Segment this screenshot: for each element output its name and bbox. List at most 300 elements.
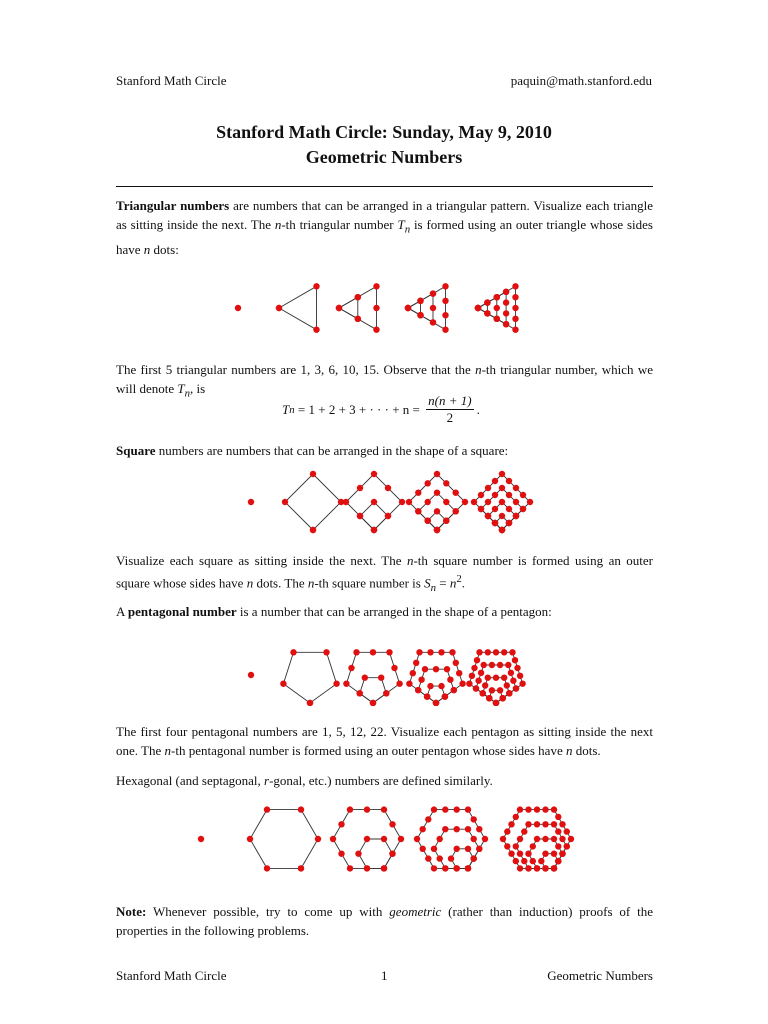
eq-end: . [476, 401, 480, 417]
dot [442, 806, 448, 812]
dot [373, 327, 379, 333]
dot [442, 865, 448, 871]
dot [517, 673, 523, 679]
dot [247, 836, 253, 842]
dot [503, 310, 509, 316]
title-line-1: Stanford Math Circle: Sunday, May 9, 2010 [216, 122, 552, 142]
eq-fraction [426, 393, 473, 426]
dot [519, 681, 525, 687]
dot [499, 485, 505, 491]
var-n: n [406, 553, 414, 568]
dot [415, 687, 421, 693]
pv-text-3: dots. [572, 743, 601, 758]
dot [503, 289, 509, 295]
dot [503, 321, 509, 327]
eq-denominator: 2 [446, 410, 454, 425]
polygon-outline [451, 849, 474, 869]
dot [442, 693, 448, 699]
dot [512, 657, 518, 663]
dot [500, 836, 506, 842]
dot [338, 851, 344, 857]
hex-text-1: Hexagonal (and septagonal, [116, 773, 265, 788]
dot [424, 693, 430, 699]
dot [430, 305, 436, 311]
dot [454, 846, 460, 852]
title-rule [116, 186, 653, 187]
dot [512, 294, 518, 300]
polygon-outline [279, 286, 317, 329]
dot [313, 327, 319, 333]
sq-text-5: = [436, 575, 450, 591]
dot [542, 865, 548, 871]
dot [534, 806, 540, 812]
dot [343, 499, 349, 505]
figure-5-gon-4 [406, 649, 466, 706]
polygon-outline [481, 488, 523, 530]
dot [501, 649, 507, 655]
dot [415, 508, 421, 514]
sq-text-3: dots. The [253, 575, 308, 591]
dot [492, 520, 498, 526]
dot [465, 826, 471, 832]
dot [482, 836, 488, 842]
dot [370, 700, 376, 706]
var-n: n [475, 362, 482, 377]
var-T: T [397, 217, 405, 232]
figure-3-gon-2 [276, 283, 320, 333]
dot [406, 681, 412, 687]
dot [492, 492, 498, 498]
pent-pre: A [116, 604, 128, 619]
pentagonal-figure [0, 640, 768, 706]
dot [449, 649, 455, 655]
dot [504, 682, 510, 688]
note-paragraph [116, 902, 653, 940]
dot [198, 836, 204, 842]
dot [555, 828, 561, 834]
dot [431, 846, 437, 852]
dot [475, 305, 481, 311]
dot [437, 855, 443, 861]
dot [453, 660, 459, 666]
note-text-2: (rather than induction) proofs of the properties in the following problems. [116, 904, 653, 938]
figure-3-gon-1 [235, 305, 241, 311]
dot [559, 821, 565, 827]
dot [333, 681, 339, 687]
dot [497, 662, 503, 668]
dot [310, 471, 316, 477]
dot [514, 665, 520, 671]
dot [513, 843, 519, 849]
var-n: n [565, 743, 573, 758]
sq-text-4: -th square number is [314, 575, 425, 591]
dot [510, 678, 516, 684]
dot [264, 806, 270, 812]
dot [482, 682, 488, 688]
dot [489, 662, 495, 668]
dot [504, 828, 510, 834]
dot [422, 666, 428, 672]
sq-text-1: Visualize each square as sitting inside the next. The [116, 553, 407, 568]
dot [517, 865, 523, 871]
dot [555, 814, 561, 820]
dot [520, 492, 526, 498]
dot [417, 298, 423, 304]
dot [508, 851, 514, 857]
dot [542, 821, 548, 827]
dot [385, 513, 391, 519]
page-number: 1 [381, 968, 388, 983]
var-r: r [264, 773, 270, 788]
dot [465, 846, 471, 852]
dot [466, 681, 472, 687]
dot [512, 283, 518, 289]
dot [506, 492, 512, 498]
dot [505, 662, 511, 668]
dot [476, 826, 482, 832]
square-term: Square [116, 443, 156, 458]
dot [506, 478, 512, 484]
dot [499, 471, 505, 477]
figure-6-gon-2 [247, 806, 321, 871]
dot [425, 855, 431, 861]
dot [459, 681, 465, 687]
pent-visualize-paragraph [116, 722, 653, 760]
triangular-text-1: are numbers that can be arranged in a triangular pattern. Visualize each triangle as sitting inside the next. The [116, 198, 653, 232]
dot [525, 821, 531, 827]
dot [485, 513, 491, 519]
var-n: n [164, 743, 171, 758]
dot [420, 846, 426, 852]
pent-text: is a number that can be arranged in the shape of a pentagon: [236, 604, 552, 619]
triangular-text-4: dots: [150, 241, 179, 257]
var-n: n [307, 575, 315, 591]
dot [476, 846, 482, 852]
dot [451, 687, 457, 693]
dot [499, 527, 505, 533]
dot [480, 690, 486, 696]
dot [381, 836, 387, 842]
figure-5-gon-2 [280, 649, 340, 706]
square-exponent: 2 [456, 573, 462, 585]
dot [434, 508, 440, 514]
square-visualize-paragraph [116, 551, 653, 598]
dot [235, 305, 241, 311]
dot [399, 499, 405, 505]
title-line-2: Geometric Numbers [305, 147, 463, 167]
figure-4-gon-4 [406, 471, 468, 533]
dot [485, 649, 491, 655]
dot [371, 527, 377, 533]
dot [564, 828, 570, 834]
polygon-outline [409, 474, 465, 530]
dot [517, 806, 523, 812]
dot [542, 851, 548, 857]
dot [353, 649, 359, 655]
dot [355, 294, 361, 300]
dot [430, 290, 436, 296]
dot [405, 305, 411, 311]
dot [364, 865, 370, 871]
dot [396, 681, 402, 687]
dot [475, 678, 481, 684]
dot [355, 851, 361, 857]
dot [438, 649, 444, 655]
dot [282, 499, 288, 505]
dot [370, 649, 376, 655]
footer-right: Geometric Numbers [547, 968, 653, 983]
var-S: S [424, 575, 431, 591]
polygon-outline [359, 839, 393, 868]
dot [420, 826, 426, 832]
figure-3-gon-4 [405, 283, 449, 333]
pv-text-2: -th pentagonal number is formed using an outer pentagon whose sides have [171, 743, 566, 758]
triangular-paragraph [116, 196, 653, 259]
dot [431, 865, 437, 871]
figure-3-gon-5 [475, 283, 519, 333]
dot [527, 499, 533, 505]
dot [555, 858, 561, 864]
dot [504, 843, 510, 849]
note-geometric: geometric [389, 904, 442, 919]
dot [381, 865, 387, 871]
square-paragraph [116, 441, 653, 460]
figure-6-gon-1 [198, 836, 204, 842]
dot [315, 836, 321, 842]
dot [517, 836, 523, 842]
figure-6-gon-5 [500, 806, 574, 871]
dot [520, 506, 526, 512]
dot [471, 836, 477, 842]
dot [478, 492, 484, 498]
dot [431, 806, 437, 812]
dot [385, 485, 391, 491]
dot [534, 865, 540, 871]
dot [448, 855, 454, 861]
dot [416, 649, 422, 655]
dot [443, 499, 449, 505]
header-left: Stanford Math Circle [116, 73, 227, 88]
dot [434, 471, 440, 477]
dot [525, 806, 531, 812]
figure-6-gon-3 [330, 806, 404, 871]
dot [493, 675, 499, 681]
figure-5-gon-3 [343, 649, 403, 706]
dot [494, 305, 500, 311]
dot [551, 865, 557, 871]
polygon-outline [283, 652, 336, 703]
dot [338, 821, 344, 827]
dot [471, 855, 477, 861]
triangular-equation [282, 393, 480, 426]
eq-numerator: n(n + 1) [428, 393, 472, 408]
footer-left: Stanford Math Circle [116, 968, 227, 983]
dot [509, 649, 515, 655]
dot [530, 843, 536, 849]
dot [383, 690, 389, 696]
var-n: n [449, 575, 457, 591]
sq-text-2: -th square number is formed using an outer square whose sides have [116, 553, 653, 591]
dot [506, 506, 512, 512]
dot [513, 685, 519, 691]
dot [386, 649, 392, 655]
dot [414, 836, 420, 842]
polygon-outline [478, 292, 506, 324]
dot [443, 518, 449, 524]
dot [381, 806, 387, 812]
dot [347, 865, 353, 871]
dot [503, 299, 509, 305]
dot [499, 499, 505, 505]
dot [248, 672, 254, 678]
eq-lhs: T [282, 401, 290, 417]
var-n: n [143, 241, 151, 257]
triangular-term: Triangular numbers [116, 198, 230, 213]
dot [425, 480, 431, 486]
var-T: T [177, 381, 185, 396]
figure-4-gon-2 [282, 471, 344, 533]
dot [418, 677, 424, 683]
dot [551, 836, 557, 842]
dot [474, 657, 480, 663]
first-five-text-1: The first 5 triangular numbers are 1, 3, 6, 10, 15. Observe that the [116, 362, 476, 377]
dot [443, 480, 449, 486]
dot [298, 806, 304, 812]
triangular-text-2: -th triangular number [281, 217, 398, 232]
dot [330, 836, 336, 842]
dot [465, 806, 471, 812]
dot [389, 851, 395, 857]
dot [276, 305, 282, 311]
dot [564, 843, 570, 849]
dot [357, 690, 363, 696]
hexagonal-paragraph [116, 771, 653, 790]
figure-4-gon-1 [248, 499, 254, 505]
dot [551, 821, 557, 827]
dot [478, 506, 484, 512]
dot [534, 821, 540, 827]
figure-4-gon-3 [343, 471, 405, 533]
dot [481, 662, 487, 668]
dot [373, 305, 379, 311]
dot [373, 283, 379, 289]
dot [453, 490, 459, 496]
dot [494, 294, 500, 300]
polygon-outline [360, 502, 388, 530]
dot [469, 673, 475, 679]
note-label: Note: [116, 904, 147, 919]
dot [406, 499, 412, 505]
dot [364, 836, 370, 842]
dot [391, 665, 397, 671]
dot [521, 858, 527, 864]
dot [506, 520, 512, 526]
dot [298, 865, 304, 871]
dot [485, 499, 491, 505]
var-S-sub: n [430, 581, 437, 594]
dot [493, 649, 499, 655]
polygon-outline [360, 678, 387, 703]
document-title [0, 120, 768, 170]
header-right: paquin@math.stanford.edu [510, 73, 652, 88]
dot [348, 665, 354, 671]
dot [290, 649, 296, 655]
eq-lhs-sub: n [289, 403, 295, 416]
dot [508, 821, 514, 827]
dot [512, 305, 518, 311]
hexagonal-figure [0, 800, 768, 880]
dot [425, 499, 431, 505]
figure-5-gon-5 [466, 649, 526, 706]
dot [310, 527, 316, 533]
dot [355, 316, 361, 322]
dot [486, 695, 492, 701]
dot [485, 485, 491, 491]
dot [427, 649, 433, 655]
dot [437, 836, 443, 842]
dot [323, 649, 329, 655]
dot [478, 670, 484, 676]
dot [280, 681, 286, 687]
dot [484, 310, 490, 316]
dot [499, 513, 505, 519]
dot [559, 851, 565, 857]
dot [371, 499, 377, 505]
dot [493, 700, 499, 706]
dot [454, 826, 460, 832]
dot [371, 471, 377, 477]
dot [484, 299, 490, 305]
figure-5-gon-1 [248, 672, 254, 678]
dot [534, 836, 540, 842]
dot [501, 675, 507, 681]
figure-4-gon-5 [471, 471, 533, 533]
note-text-1: Whenever possible, try to come up with [146, 904, 390, 919]
var-T-sub: n [184, 387, 191, 400]
dot [489, 687, 495, 693]
dot [513, 858, 519, 864]
dot [551, 806, 557, 812]
dot [357, 485, 363, 491]
dot [442, 298, 448, 304]
dot [476, 649, 482, 655]
dot [336, 305, 342, 311]
dot [417, 312, 423, 318]
dot [559, 836, 565, 842]
dot [513, 513, 519, 519]
page-header [116, 73, 652, 89]
dot [425, 816, 431, 822]
dot [415, 490, 421, 496]
dot [389, 821, 395, 827]
dot [442, 283, 448, 289]
dot [551, 851, 557, 857]
eq-middle: = 1 + 2 + 3 + · · · + n = [294, 401, 424, 417]
dot [513, 485, 519, 491]
first-five-text-3: , is [190, 381, 206, 396]
dot [508, 670, 514, 676]
polygon-outline [250, 810, 318, 869]
var-T-sub: n [404, 223, 411, 236]
dot [444, 666, 450, 672]
dot [517, 851, 523, 857]
square-text: numbers are numbers that can be arranged in the shape of a square: [155, 443, 509, 458]
dot [434, 490, 440, 496]
dot [442, 312, 448, 318]
dot [264, 865, 270, 871]
dot [512, 316, 518, 322]
dot [433, 666, 439, 672]
